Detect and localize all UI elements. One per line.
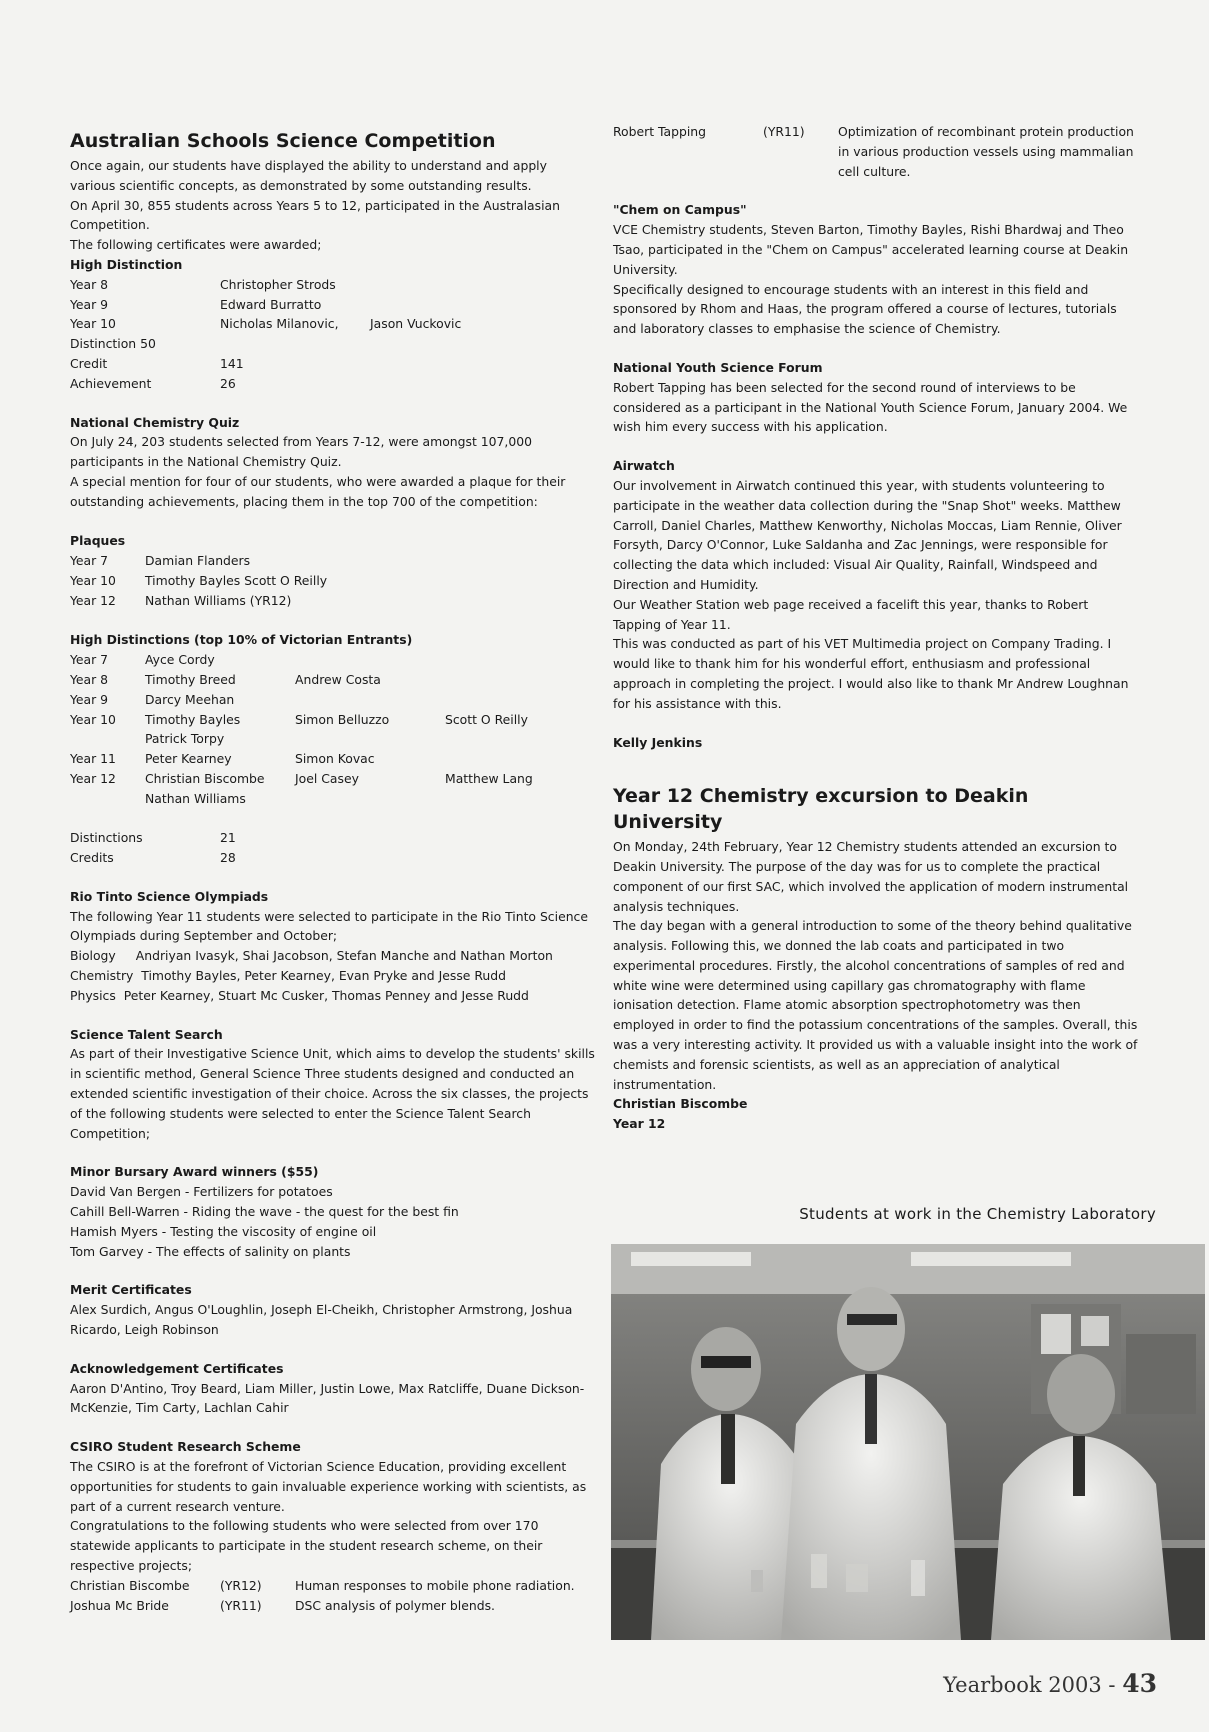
table-cell: Nicholas Milanovic, <box>220 316 339 332</box>
bursary-section <box>70 1162 595 1261</box>
nchem-hd-table <box>70 650 595 808</box>
nchem-summary-table <box>70 828 595 868</box>
table-cell: Darcy Meehan <box>145 691 235 707</box>
table-cell: Year 8 <box>70 276 109 292</box>
table-cell: Scott O Reilly <box>445 711 528 727</box>
table-cell <box>70 729 145 749</box>
page-footer <box>943 1669 1157 1698</box>
table-cell: Human responses to mobile phone radiation. <box>295 1577 575 1593</box>
table-cell: Jason Vuckovic <box>370 316 462 332</box>
table-cell: 28 <box>220 850 236 866</box>
assc-hd-table <box>70 275 595 334</box>
photo-caption: Students at work in the Chemistry Laboratory <box>799 1205 1156 1223</box>
excursion-title: Year 12 Chemistry excursion to Deakin University <box>613 785 1029 834</box>
table-cell: Matthew Lang <box>445 770 533 786</box>
csiro-para: The CSIRO is at the forefront of Victorian Science Education, providing excellent opportunities for students to gain invaluable experience working with scientists, as part of a current research venture. <box>70 1459 587 1514</box>
table-cell: Year 9 <box>70 296 109 312</box>
assc-title: Australian Schools Science Competition <box>70 130 496 152</box>
rio-line <box>70 986 595 1006</box>
chem-campus-para: VCE Chemistry students, Steven Barton, Timothy Bayles, Rishi Bhardwaj and Theo Tsao, participated in the "Chem on Campus" accelerated learning course at Deakin University. <box>613 222 1129 277</box>
plaques-heading: Plaques <box>70 533 126 549</box>
merit-text: Alex Surdich, Angus O'Loughlin, Joseph El-Cheikh, Christopher Armstrong, Joshua Ricardo, Leigh Robinson <box>70 1302 573 1338</box>
table-cell: (YR12) <box>220 1577 262 1593</box>
assc-para: Once again, our students have displayed the ability to understand and apply various scientific concepts, as demonstrated by some outstanding results. <box>70 158 547 193</box>
table-cell: DSC analysis of polymer blends. <box>295 1597 495 1613</box>
table-cell <box>445 670 595 690</box>
rio-line <box>70 966 595 986</box>
rio-names: Andriyan Ivasyk, Shai Jacobson, Stefan Manche and Nathan Morton <box>135 948 553 964</box>
sts-title: Science Talent Search <box>70 1026 223 1042</box>
table-cell: Year 9 <box>70 691 109 707</box>
table-cell: Year 8 <box>70 671 109 687</box>
rio-subject: Physics <box>70 987 116 1003</box>
sts-text: As part of their Investigative Science Unit, which aims to develop the students' skills in scientific method, General Science Three students designed and conducted an extended scientific investigation of their choice. Across the six classes, the projects of the following students were selected to enter the Science Talent Search Competition; <box>70 1046 595 1141</box>
table-cell: Nathan Williams <box>145 790 246 806</box>
airwatch-section <box>613 456 1138 753</box>
robert-tapping-row <box>613 122 1138 181</box>
left-column <box>70 128 595 1615</box>
nchem-para: On July 24, 203 students selected from Years 7-12, were amongst 107,000 participants in the National Chemistry Quiz. <box>70 434 532 470</box>
table-cell: (YR11) <box>763 124 805 139</box>
table-cell: Nathan Williams (YR12) <box>145 592 292 608</box>
table-cell: Simon Belluzzo <box>295 711 390 727</box>
table-cell: Year 12 <box>70 592 116 608</box>
table-cell <box>295 650 445 670</box>
table-cell <box>295 729 445 749</box>
nysf-title: National Youth Science Forum <box>613 359 823 375</box>
csiro-title: CSIRO Student Research Scheme <box>70 1439 301 1455</box>
right-column <box>613 122 1138 1134</box>
nchem-hd-heading: High Distinctions (top 10% of Victorian Entrants) <box>70 632 413 648</box>
table-cell <box>445 650 595 670</box>
table-cell: Simon Kovac <box>295 751 375 767</box>
table-cell <box>445 789 595 809</box>
page-number: 43 <box>1122 1669 1157 1698</box>
merit-title: Merit Certificates <box>70 1282 192 1298</box>
ack-section <box>70 1359 595 1418</box>
table-cell <box>370 275 570 295</box>
table-cell: Christian Biscombe <box>145 770 265 786</box>
excursion-section <box>613 783 1138 1134</box>
table-cell: Year 7 <box>70 553 109 569</box>
assc-section <box>70 128 595 394</box>
table-cell: Year 12 <box>70 770 116 786</box>
table-cell: 141 <box>220 355 244 371</box>
table-cell: Joel Casey <box>295 770 359 786</box>
excursion-para: The day began with a general introduction to some of the theory behind qualitative analysis. Following this, we donned the lab coats and participated in two experimental procedures. Firstly, the alcohol concentrations of samples of red and white wine were determined using capillary gas chromatography with flame ionisation detection. Flame atomic absorption spectrophotometry was then employed in order to find the potassium concentrations of the samples. Overall, this was a very interesting activity. It provided us with a valuable insight into the work of chemists and forensic scientists, as well as an appreciation of analytical instrumentation. <box>613 918 1138 1092</box>
plaques-table <box>70 551 595 610</box>
table-cell: Joshua Mc Bride <box>70 1597 169 1613</box>
table-cell: Year 7 <box>70 652 109 668</box>
table-cell: Year 10 <box>70 316 116 332</box>
table-cell: Optimization of recombinant protein production in various production vessels using mammalian cell culture. <box>838 124 1134 179</box>
list-item: David Van Bergen - Fertilizers for potatoes <box>70 1184 333 1200</box>
footer-separator: - <box>1101 1673 1123 1697</box>
list-item: Cahill Bell-Warren - Riding the wave - the quest for the best fin <box>70 1204 459 1220</box>
csiro-table <box>70 1576 595 1616</box>
table-cell: (YR11) <box>220 1597 262 1613</box>
assc-other-table <box>70 354 595 394</box>
table-cell: Christopher Strods <box>220 276 336 292</box>
merit-section <box>70 1280 595 1339</box>
table-cell: 21 <box>220 830 236 846</box>
table-cell: 26 <box>220 375 236 391</box>
assc-distinction-line: Distinction 50 <box>70 336 156 352</box>
rio-title: Rio Tinto Science Olympiads <box>70 888 269 904</box>
table-cell: Timothy Breed <box>145 671 236 687</box>
rio-section <box>70 887 595 1006</box>
table-cell <box>445 690 595 710</box>
table-cell: Year 11 <box>70 751 116 767</box>
table-cell: Distinctions <box>70 830 143 846</box>
csiro-section <box>70 1437 595 1615</box>
table-cell: Ayce Cordy <box>145 652 215 668</box>
footer-label: Yearbook 2003 <box>943 1673 1102 1697</box>
table-cell <box>445 749 595 769</box>
lab-photo <box>611 1244 1205 1640</box>
table-cell: Peter Kearney <box>145 751 232 767</box>
table-cell: Robert Tapping <box>613 124 707 139</box>
ack-text: Aaron D'Antino, Troy Beard, Liam Miller, Justin Lowe, Max Ratcliffe, Duane Dickson-McKenzie, Tim Carty, Lachlan Cahir <box>70 1380 585 1416</box>
table-cell: Timothy Bayles <box>145 711 241 727</box>
chem-campus-para: Specifically designed to encourage students with an interest in this field and sponsored by Rhom and Haas, the program offered a course of lectures, tutorials and laboratory classes to emphasise the science of Chemistry. <box>613 281 1117 337</box>
table-cell: Andrew Costa <box>295 671 381 687</box>
excursion-para: On Monday, 24th February, Year 12 Chemistry students attended an excursion to Deakin University. The purpose of the day was for us to complete the practical component of our first SAC, which involved the application of modern instrumental analysis techniques. <box>613 839 1129 914</box>
table-cell: Damian Flanders <box>145 553 251 569</box>
table-cell <box>370 295 570 315</box>
table-cell: Christian Biscombe <box>70 1577 190 1593</box>
bursary-title: Minor Bursary Award winners ($55) <box>70 1164 319 1180</box>
table-cell <box>445 729 595 749</box>
list-item: Hamish Myers - Testing the viscosity of engine oil <box>70 1223 377 1239</box>
assc-para: On April 30, 855 students across Years 5 to 12, participated in the Australasian Competition. <box>70 197 560 233</box>
airwatch-author: Kelly Jenkins <box>613 735 703 751</box>
table-cell: Timothy Bayles Scott O Reilly <box>145 572 328 588</box>
table-cell <box>70 789 145 809</box>
table-cell: Achievement <box>70 375 152 391</box>
table-cell: Year 10 <box>70 572 116 588</box>
assc-para: The following certificates were awarded; <box>70 237 322 253</box>
table-cell: Edward Burratto <box>220 296 322 312</box>
rio-intro: The following Year 11 students were selected to participate in the Rio Tinto Science Olympiads during September and October; <box>70 908 588 944</box>
excursion-author-year: Year 12 <box>613 1116 666 1132</box>
ack-title: Acknowledgement Certificates <box>70 1360 284 1376</box>
table-cell <box>295 690 445 710</box>
rio-line <box>70 946 595 966</box>
csiro-para: Congratulations to the following students who were selected from over 170 statewide applicants to participate in the student research scheme, on their respective projects; <box>70 1518 543 1573</box>
table-cell <box>295 789 445 809</box>
rio-names: Timothy Bayles, Peter Kearney, Evan Pryke and Jesse Rudd <box>141 968 506 984</box>
airwatch-para: This was conducted as part of his VET Multimedia project on Company Trading. I would like to thank him for his wonderful effort, enthusiasm and professional approach in completing the project. I would also like to thank Mr Andrew Loughnan for his assistance with this. <box>613 636 1129 711</box>
table-cell: Year 10 <box>70 711 116 727</box>
nchem-para: A special mention for four of our students, who were awarded a plaque for their outstanding achievements, placing them in the top 700 of the competition: <box>70 473 566 509</box>
table-cell: Credit <box>70 355 108 371</box>
airwatch-para: Our Weather Station web page received a facelift this year, thanks to Robert Tapping of Year 11. <box>613 596 1089 632</box>
table-cell: Patrick Torpy <box>145 731 225 747</box>
nysf-para: Robert Tapping has been selected for the second round of interviews to be considered as a participant in the National Youth Science Forum, January 2004. We wish him every success with his application. <box>613 379 1128 435</box>
nchem-title: National Chemistry Quiz <box>70 414 240 430</box>
list-item: Tom Garvey - The effects of salinity on plants <box>70 1243 351 1259</box>
rio-subject: Chemistry <box>70 968 134 984</box>
chem-campus-section <box>613 200 1138 339</box>
rio-names: Peter Kearney, Stuart Mc Cusker, Thomas Penney and Jesse Rudd <box>123 987 529 1003</box>
nysf-section <box>613 358 1138 437</box>
rio-subject: Biology <box>70 948 116 964</box>
sts-section <box>70 1025 595 1144</box>
assc-hd-heading: High Distinction <box>70 256 183 272</box>
airwatch-title: Airwatch <box>613 458 675 474</box>
table-cell: Credits <box>70 850 114 866</box>
chem-campus-title: "Chem on Campus" <box>613 202 747 218</box>
nchem-section <box>70 413 595 868</box>
excursion-author: Christian Biscombe <box>613 1096 748 1112</box>
airwatch-para: Our involvement in Airwatch continued this year, with students volunteering to participate in the weather data collection during the "Snap Shot" weeks. Matthew Carroll, Daniel Charles, Matthew Kenworthy, Nicholas Moccas, Liam Rennie, Oliver Forsyth, Darcy O'Connor, Luke Saldanha and Zac Jennings, were responsible for collecting the data which included: Visual Air Quality, Rainfall, Windspeed and Direction and Humidity. <box>613 477 1122 592</box>
